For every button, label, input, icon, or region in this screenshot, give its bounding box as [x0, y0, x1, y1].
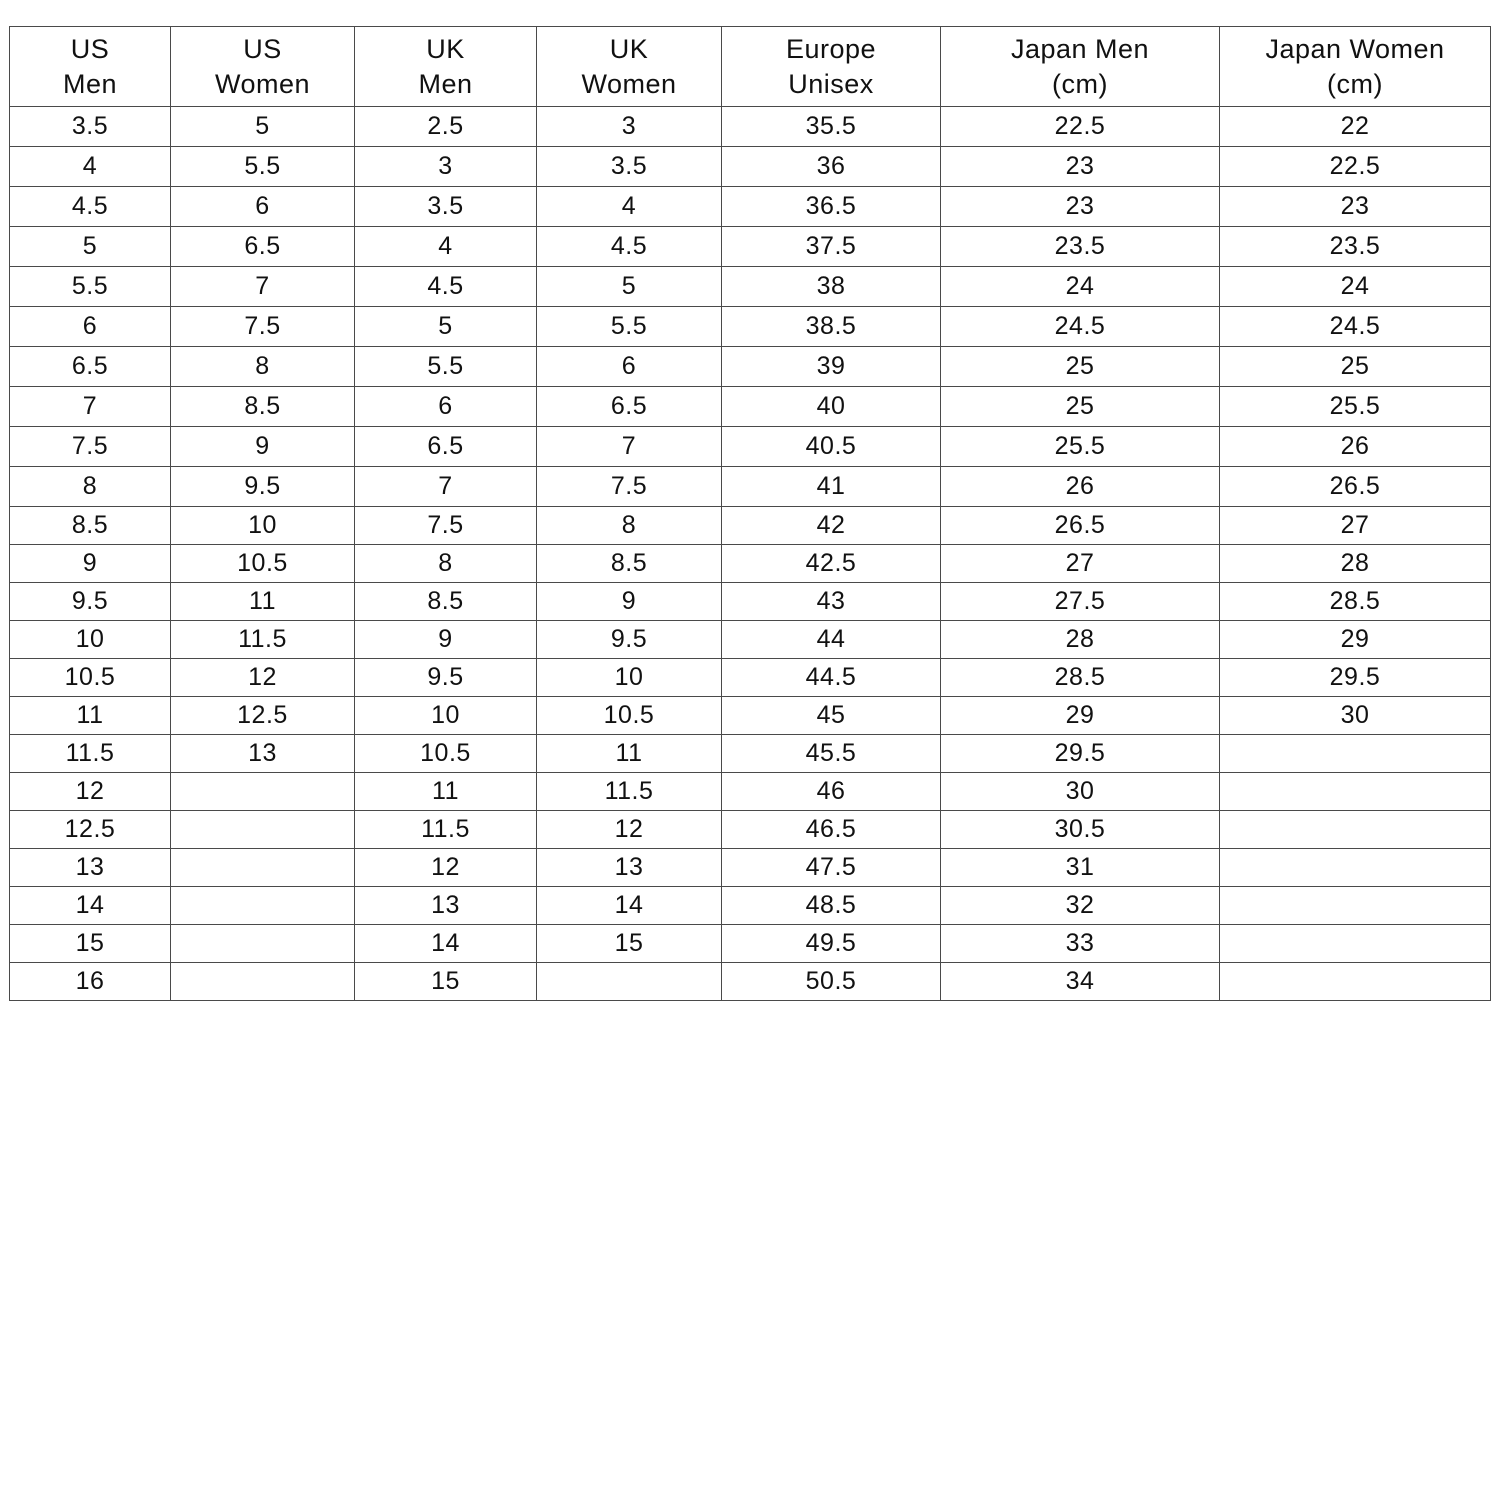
cell-japan-women [1220, 925, 1491, 963]
cell-japan-women: 24.5 [1220, 307, 1491, 347]
cell-uk-women: 4 [537, 187, 722, 227]
cell-uk-men: 5 [355, 307, 537, 347]
table-body [10, 107, 1491, 1001]
table-row [10, 659, 1491, 697]
cell-us-men: 5.5 [10, 267, 171, 307]
cell-japan-men: 30.5 [941, 811, 1220, 849]
cell-uk-men: 13 [355, 887, 537, 925]
cell-europe-unisex: 40 [722, 387, 941, 427]
cell-europe-unisex: 48.5 [722, 887, 941, 925]
cell-uk-men: 10.5 [355, 735, 537, 773]
cell-us-men: 8.5 [10, 507, 171, 545]
table-row [10, 811, 1491, 849]
column-header-line: US [70, 33, 110, 64]
table-row [10, 545, 1491, 583]
cell-europe-unisex: 46 [722, 773, 941, 811]
cell-uk-men: 10 [355, 697, 537, 735]
cell-japan-men: 25.5 [941, 427, 1220, 467]
cell-japan-women [1220, 811, 1491, 849]
cell-uk-women: 6.5 [537, 387, 722, 427]
cell-us-women: 12.5 [171, 697, 355, 735]
cell-uk-men: 4.5 [355, 267, 537, 307]
cell-us-women: 12 [171, 659, 355, 697]
cell-uk-women: 11.5 [537, 773, 722, 811]
column-header-line: (cm) [1327, 68, 1383, 99]
table-row [10, 925, 1491, 963]
column-header-line: Japan Men [1010, 33, 1150, 64]
cell-japan-men: 30 [941, 773, 1220, 811]
table-row [10, 147, 1491, 187]
cell-uk-women: 9 [537, 583, 722, 621]
cell-us-women: 8 [171, 347, 355, 387]
column-header-uk-men [355, 27, 537, 107]
table-row [10, 467, 1491, 507]
cell-japan-men: 29 [941, 697, 1220, 735]
cell-europe-unisex: 41 [722, 467, 941, 507]
cell-uk-women: 9.5 [537, 621, 722, 659]
cell-us-men: 5 [10, 227, 171, 267]
column-header-line: Europe [785, 33, 877, 64]
cell-japan-men: 23 [941, 147, 1220, 187]
cell-japan-women: 25 [1220, 347, 1491, 387]
cell-us-men: 7.5 [10, 427, 171, 467]
column-header-line: (cm) [1052, 68, 1108, 99]
cell-europe-unisex: 42 [722, 507, 941, 545]
cell-us-women [171, 963, 355, 1001]
cell-japan-men: 26.5 [941, 507, 1220, 545]
cell-uk-men: 8 [355, 545, 537, 583]
cell-uk-men: 8.5 [355, 583, 537, 621]
cell-us-men: 9 [10, 545, 171, 583]
cell-japan-men: 23 [941, 187, 1220, 227]
cell-japan-men: 32 [941, 887, 1220, 925]
cell-japan-men: 29.5 [941, 735, 1220, 773]
table-row [10, 187, 1491, 227]
cell-uk-women: 8 [537, 507, 722, 545]
column-header-line: Men [62, 68, 118, 99]
cell-uk-men: 11 [355, 773, 537, 811]
cell-us-men: 16 [10, 963, 171, 1001]
cell-us-women: 11 [171, 583, 355, 621]
cell-japan-men: 24 [941, 267, 1220, 307]
header-row [10, 27, 1491, 107]
cell-us-men: 3.5 [10, 107, 171, 147]
cell-japan-women: 28 [1220, 545, 1491, 583]
cell-japan-men: 26 [941, 467, 1220, 507]
cell-us-women: 11.5 [171, 621, 355, 659]
cell-us-men: 4 [10, 147, 171, 187]
cell-japan-women: 23.5 [1220, 227, 1491, 267]
cell-uk-men: 7.5 [355, 507, 537, 545]
cell-us-men: 11 [10, 697, 171, 735]
cell-uk-women: 7.5 [537, 467, 722, 507]
cell-us-women: 13 [171, 735, 355, 773]
cell-japan-women: 30 [1220, 697, 1491, 735]
cell-uk-men: 3.5 [355, 187, 537, 227]
column-header-line: Women [581, 68, 677, 99]
cell-us-men: 6.5 [10, 347, 171, 387]
cell-us-women: 9.5 [171, 467, 355, 507]
cell-us-women [171, 773, 355, 811]
cell-uk-women: 3 [537, 107, 722, 147]
cell-uk-men: 3 [355, 147, 537, 187]
column-header-line: Unisex [788, 68, 874, 99]
table-row [10, 267, 1491, 307]
column-header-line: US [243, 33, 282, 64]
cell-europe-unisex: 36.5 [722, 187, 941, 227]
cell-japan-women: 28.5 [1220, 583, 1491, 621]
table-row [10, 507, 1491, 545]
cell-us-women [171, 811, 355, 849]
cell-japan-men: 24.5 [941, 307, 1220, 347]
size-chart-container [9, 26, 1490, 1001]
cell-us-men: 6 [10, 307, 171, 347]
cell-us-men: 15 [10, 925, 171, 963]
cell-europe-unisex: 43 [722, 583, 941, 621]
cell-uk-men: 12 [355, 849, 537, 887]
cell-japan-women [1220, 963, 1491, 1001]
cell-uk-men: 9.5 [355, 659, 537, 697]
cell-japan-women: 22.5 [1220, 147, 1491, 187]
cell-japan-men: 25 [941, 387, 1220, 427]
cell-us-men: 10 [10, 621, 171, 659]
cell-uk-women: 7 [537, 427, 722, 467]
column-header-europe-unisex [722, 27, 941, 107]
cell-uk-women: 14 [537, 887, 722, 925]
cell-japan-women: 27 [1220, 507, 1491, 545]
cell-us-men: 12.5 [10, 811, 171, 849]
cell-uk-women: 4.5 [537, 227, 722, 267]
cell-europe-unisex: 38.5 [722, 307, 941, 347]
cell-us-women: 6.5 [171, 227, 355, 267]
cell-uk-men: 7 [355, 467, 537, 507]
column-header-line: UK [426, 33, 465, 64]
cell-uk-men: 9 [355, 621, 537, 659]
cell-japan-women: 24 [1220, 267, 1491, 307]
cell-us-women [171, 887, 355, 925]
cell-us-men: 10.5 [10, 659, 171, 697]
table-row [10, 773, 1491, 811]
cell-us-women: 5.5 [171, 147, 355, 187]
column-header-line: Men [418, 68, 473, 99]
cell-us-men: 7 [10, 387, 171, 427]
cell-japan-women: 26 [1220, 427, 1491, 467]
table-row [10, 107, 1491, 147]
cell-japan-women: 29 [1220, 621, 1491, 659]
cell-uk-men: 15 [355, 963, 537, 1001]
cell-europe-unisex: 49.5 [722, 925, 941, 963]
cell-uk-women: 13 [537, 849, 722, 887]
table-row [10, 697, 1491, 735]
cell-uk-women: 5.5 [537, 307, 722, 347]
cell-japan-men: 27.5 [941, 583, 1220, 621]
cell-europe-unisex: 37.5 [722, 227, 941, 267]
cell-japan-women: 23 [1220, 187, 1491, 227]
cell-europe-unisex: 45 [722, 697, 941, 735]
cell-europe-unisex: 46.5 [722, 811, 941, 849]
cell-us-women: 9 [171, 427, 355, 467]
cell-europe-unisex: 42.5 [722, 545, 941, 583]
table-row [10, 887, 1491, 925]
cell-europe-unisex: 45.5 [722, 735, 941, 773]
column-header-line: UK [609, 33, 649, 64]
cell-uk-women: 6 [537, 347, 722, 387]
cell-japan-women [1220, 735, 1491, 773]
cell-japan-men: 25 [941, 347, 1220, 387]
cell-us-women [171, 925, 355, 963]
cell-japan-women: 29.5 [1220, 659, 1491, 697]
cell-us-women: 8.5 [171, 387, 355, 427]
table-row [10, 621, 1491, 659]
shoe-size-conversion-table [9, 26, 1491, 1001]
column-header-uk-women [537, 27, 722, 107]
cell-uk-men: 6 [355, 387, 537, 427]
table-row [10, 735, 1491, 773]
cell-uk-women: 12 [537, 811, 722, 849]
cell-japan-men: 34 [941, 963, 1220, 1001]
cell-europe-unisex: 44 [722, 621, 941, 659]
cell-europe-unisex: 47.5 [722, 849, 941, 887]
table-row [10, 347, 1491, 387]
cell-japan-men: 27 [941, 545, 1220, 583]
cell-europe-unisex: 40.5 [722, 427, 941, 467]
cell-japan-women: 22 [1220, 107, 1491, 147]
cell-us-women: 6 [171, 187, 355, 227]
cell-us-men: 14 [10, 887, 171, 925]
cell-us-women: 10.5 [171, 545, 355, 583]
cell-us-women: 10 [171, 507, 355, 545]
column-header-line: Japan Women [1265, 33, 1445, 64]
table-row [10, 387, 1491, 427]
cell-uk-men: 14 [355, 925, 537, 963]
column-header-japan-men [941, 27, 1220, 107]
cell-us-men: 8 [10, 467, 171, 507]
cell-us-women: 5 [171, 107, 355, 147]
cell-japan-men: 22.5 [941, 107, 1220, 147]
cell-us-women [171, 849, 355, 887]
cell-uk-men: 6.5 [355, 427, 537, 467]
table-row [10, 963, 1491, 1001]
cell-japan-women [1220, 887, 1491, 925]
cell-europe-unisex: 50.5 [722, 963, 941, 1001]
cell-europe-unisex: 39 [722, 347, 941, 387]
cell-europe-unisex: 36 [722, 147, 941, 187]
cell-us-women: 7.5 [171, 307, 355, 347]
cell-us-men: 11.5 [10, 735, 171, 773]
cell-europe-unisex: 35.5 [722, 107, 941, 147]
cell-uk-women: 15 [537, 925, 722, 963]
cell-uk-women: 10.5 [537, 697, 722, 735]
table-row [10, 307, 1491, 347]
cell-europe-unisex: 44.5 [722, 659, 941, 697]
cell-japan-women: 25.5 [1220, 387, 1491, 427]
cell-uk-women [537, 963, 722, 1001]
cell-japan-men: 31 [941, 849, 1220, 887]
cell-uk-women: 3.5 [537, 147, 722, 187]
table-row [10, 583, 1491, 621]
cell-japan-men: 28 [941, 621, 1220, 659]
cell-japan-men: 23.5 [941, 227, 1220, 267]
cell-uk-men: 4 [355, 227, 537, 267]
column-header-line: Women [214, 68, 311, 99]
table-row [10, 227, 1491, 267]
cell-uk-women: 11 [537, 735, 722, 773]
column-header-japan-women [1220, 27, 1491, 107]
cell-us-men: 12 [10, 773, 171, 811]
cell-uk-men: 11.5 [355, 811, 537, 849]
column-header-us-women [171, 27, 355, 107]
cell-us-men: 13 [10, 849, 171, 887]
cell-japan-men: 28.5 [941, 659, 1220, 697]
cell-uk-men: 5.5 [355, 347, 537, 387]
cell-japan-men: 33 [941, 925, 1220, 963]
cell-uk-women: 5 [537, 267, 722, 307]
cell-japan-women [1220, 849, 1491, 887]
cell-uk-women: 10 [537, 659, 722, 697]
table-row [10, 849, 1491, 887]
cell-japan-women [1220, 773, 1491, 811]
cell-uk-men: 2.5 [355, 107, 537, 147]
cell-europe-unisex: 38 [722, 267, 941, 307]
cell-japan-women: 26.5 [1220, 467, 1491, 507]
table-row [10, 427, 1491, 467]
cell-us-men: 4.5 [10, 187, 171, 227]
cell-uk-women: 8.5 [537, 545, 722, 583]
column-header-us-men [10, 27, 171, 107]
cell-us-women: 7 [171, 267, 355, 307]
cell-us-men: 9.5 [10, 583, 171, 621]
